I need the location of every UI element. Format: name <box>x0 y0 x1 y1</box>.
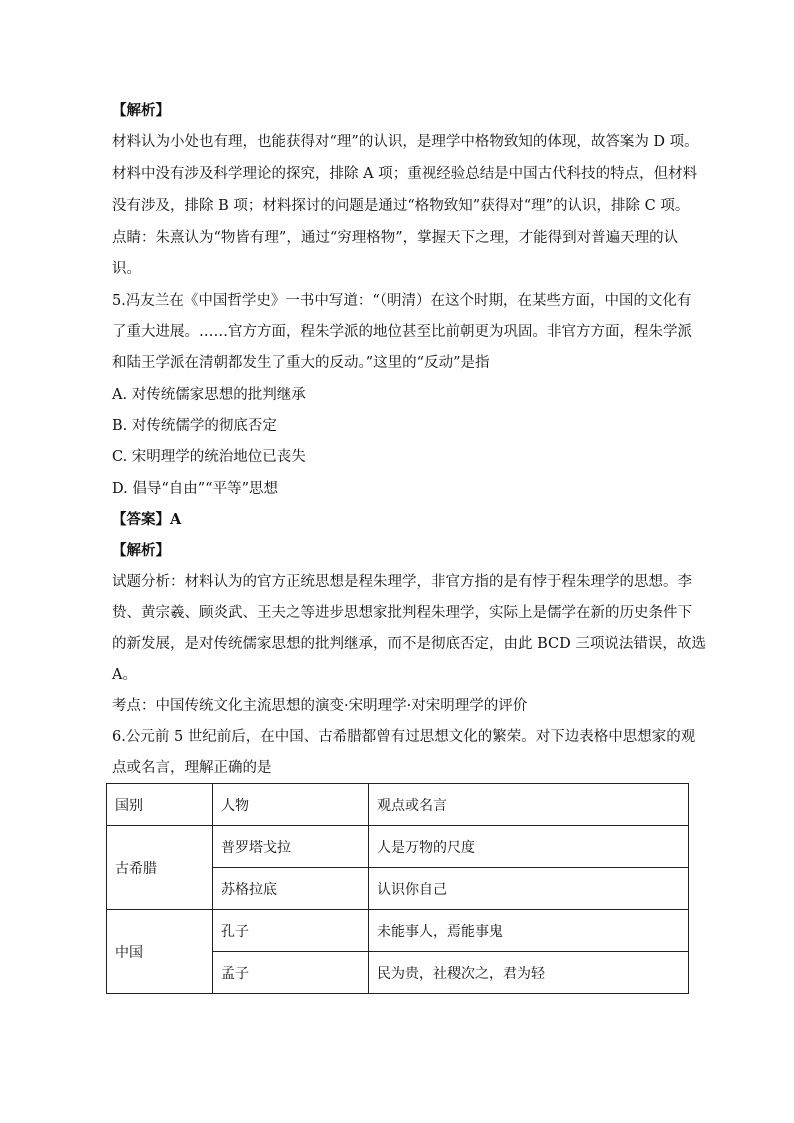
question-5-text: 和陆王学派在清朝都发生了重大的反动。”这里的“反动”是指 <box>112 355 490 371</box>
question-6-text: 6.公元前 5 世纪前后，在中国、古希腊都曾有过思想文化的繁荣。对下边表格中思想家的观 <box>112 729 696 745</box>
table-header-cell: 国别 <box>107 784 213 826</box>
analysis-line: 识。 <box>112 261 141 277</box>
quote-cell: 人是万物的尺度 <box>369 826 689 868</box>
table-header-cell: 观点或名言 <box>369 784 689 826</box>
analysis-heading: 【解析】 <box>112 102 170 119</box>
person-cell: 普罗塔戈拉 <box>213 826 369 868</box>
kaodian-line: 考点：中国传统文化主流思想的演变·宋明理学·对宋明理学的评价 <box>112 698 528 714</box>
country-cell: 中国 <box>107 910 213 994</box>
country-cell: 古希腊 <box>107 826 213 910</box>
question-5-text: 5.冯友兰在《中国哲学史》一书中写道：“（明清）在这个时期，在某些方面，中国的文化有 <box>112 293 692 309</box>
analysis-line: 贽、黄宗羲、顾炎武、王夫之等进步思想家批判程朱理学，实际上是儒学在新的历史条件下 <box>112 605 692 621</box>
person-cell: 苏格拉底 <box>213 868 369 910</box>
question-5-text: 了重大进展。……官方方面，程朱学派的地位甚至比前朝更为巩固。非官方方面，程朱学派 <box>112 324 692 340</box>
table-header-cell: 人物 <box>213 784 369 826</box>
question-6-text: 点或名言，理解正确的是 <box>112 760 272 776</box>
quote-cell: 民为贵，社稷次之，君为轻 <box>369 952 689 994</box>
table-header-row <box>107 784 689 826</box>
option-a: A. 对传统儒家思想的批判继承 <box>112 387 306 403</box>
analysis-line: 没有涉及，排除 B 项；材料探讨的问题是通过“格物致知”获得对“理”的认识，排除 C 项。 <box>112 198 690 214</box>
analysis-heading: 【解析】 <box>112 542 170 559</box>
option-b: B. 对传统儒学的彻底否定 <box>112 418 277 434</box>
quote-cell: 认识你自己 <box>369 868 689 910</box>
person-cell: 孟子 <box>213 952 369 994</box>
analysis-line: 材料认为小处也有理，也能获得对“理”的认识，是理学中格物致知的体现，故答案为 D 项。 <box>112 134 699 150</box>
quote-cell: 未能事人，焉能事鬼 <box>369 910 689 952</box>
thinkers-table <box>106 783 689 994</box>
analysis-line: 点睛：朱熹认为“物皆有理”，通过“穷理格物”，掌握天下之理，才能得到对普遍天理的认 <box>112 230 679 246</box>
analysis-line: 的新发展，是对传统儒家思想的批判继承，而不是彻底否定，由此 BCD 三项说法错误，故选 <box>112 636 706 652</box>
option-c: C. 宋明理学的统治地位已丧失 <box>112 449 306 465</box>
option-d: D. 倡导“自由”“平等”思想 <box>112 481 278 497</box>
answer-label: 【答案】A <box>112 511 182 528</box>
analysis-line: 材料中没有涉及科学理论的探究，排除 A 项；重视经验总结是中国古代科技的特点，但材料 <box>112 166 698 182</box>
table-row <box>107 910 689 952</box>
table-row <box>107 826 689 868</box>
person-cell: 孔子 <box>213 910 369 952</box>
analysis-line: 试题分析：材料认为的官方正统思想是程朱理学，非官方指的是有悖于程朱理学的思想。李 <box>112 574 692 590</box>
analysis-line: A。 <box>112 667 137 683</box>
